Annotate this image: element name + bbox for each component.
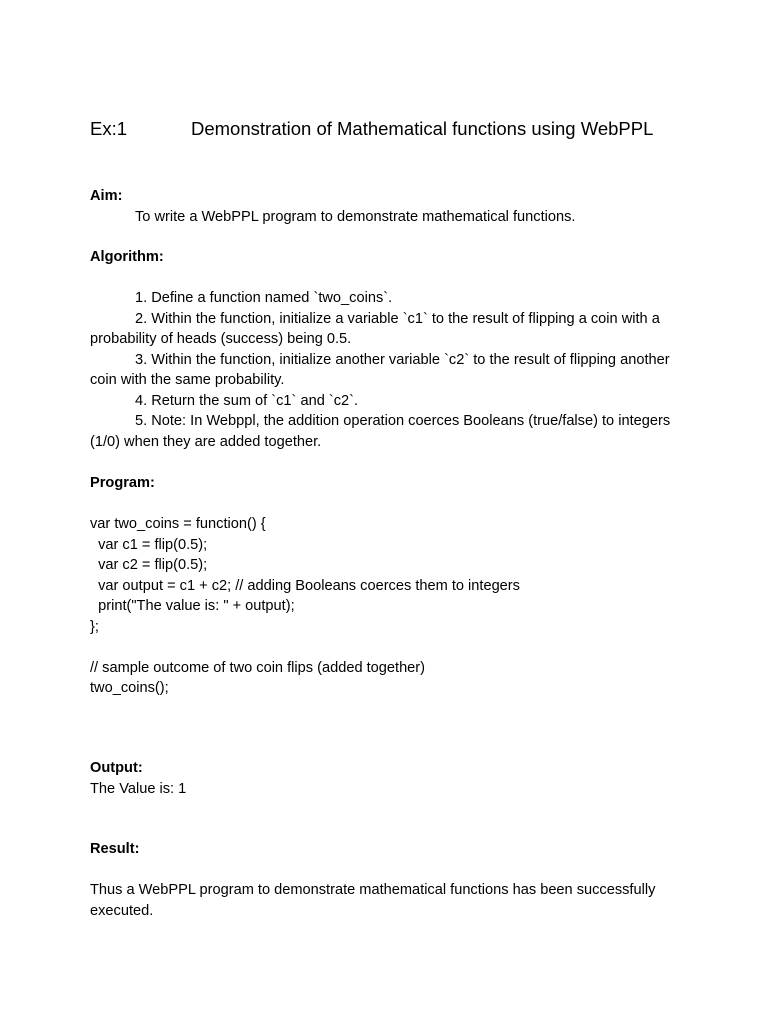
code-line: };	[90, 618, 99, 635]
program-code	[90, 514, 690, 699]
code-line: var c2 = flip(0.5);	[90, 557, 208, 573]
exercise-number: Ex:1	[90, 118, 128, 139]
algorithm-step: 3. Within the function, initialize another variable `c2` to the result of flipping another coin with the same probability.	[90, 351, 670, 388]
algorithm-heading-label: Algorithm:	[90, 249, 164, 265]
result-heading	[90, 839, 690, 860]
code-line: var two_coins = function() {	[90, 516, 266, 532]
aim-heading: Aim:	[90, 188, 123, 204]
algorithm-step: 4. Return the sum of `c1` and `c2`.	[135, 392, 359, 409]
algorithm-steps	[90, 288, 690, 452]
algorithm-step: 2. Within the function, initialize a variable `c1` to the result of flipping a coin with a probability of heads (success) being 0.5.	[90, 310, 660, 347]
code-line: // sample outcome of two coin flips (added together)	[90, 659, 426, 676]
output-text: The Value is: 1	[90, 780, 187, 797]
exercise-title: Demonstration of Mathematical functions using WebPPL	[191, 118, 654, 139]
program-heading-label: Program:	[90, 475, 155, 491]
code-line: two_coins();	[90, 680, 169, 696]
result-heading-label: Result:	[90, 841, 140, 857]
algorithm-step: 5. Note: In Webppl, the addition operation coerces Booleans (true/false) to integers (1/0) when they are added together.	[90, 413, 671, 450]
code-line: var output = c1 + c2; // adding Booleans coerces them to integers	[90, 577, 520, 594]
code-line	[90, 637, 690, 658]
aim-text: To write a WebPPL program to demonstrate mathematical functions.	[135, 208, 576, 225]
algorithm-step: 1. Define a function named `two_coins`.	[135, 290, 393, 306]
result-section	[90, 880, 690, 921]
code-line: print("The value is: " + output);	[90, 598, 295, 614]
code-line: var c1 = flip(0.5);	[90, 536, 208, 553]
program-heading	[90, 473, 690, 494]
aim-section	[90, 186, 690, 227]
result-text: Thus a WebPPL program to demonstrate mathematical functions has been successfully executed.	[90, 882, 656, 919]
output-section	[90, 758, 690, 799]
algorithm-heading	[90, 247, 690, 268]
output-heading: Output:	[90, 760, 143, 776]
